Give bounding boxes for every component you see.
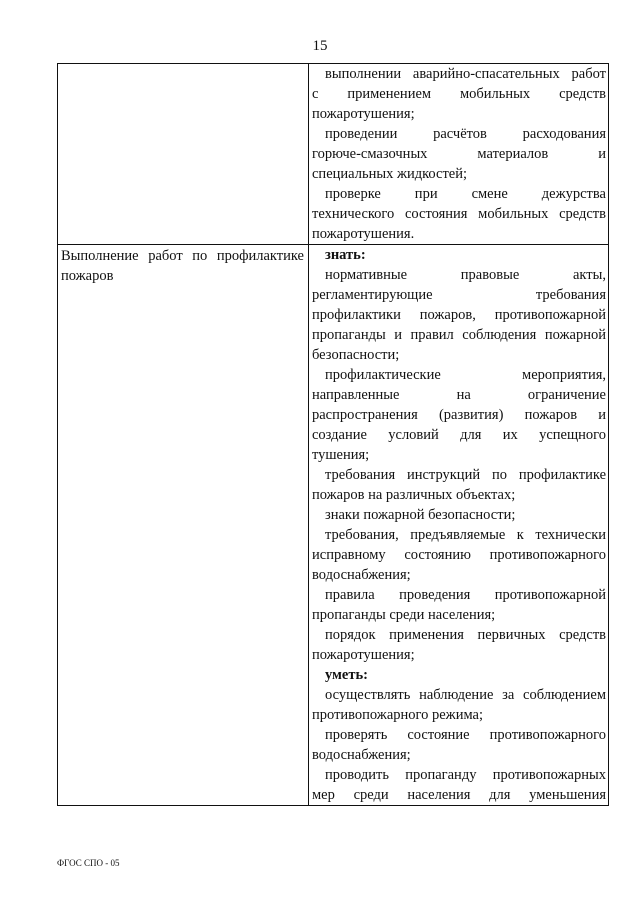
requirement-text-line: водоснабжения;: [312, 567, 411, 583]
requirement-text-line: с применением мобильных средств: [312, 86, 606, 102]
table-row: [58, 245, 609, 806]
requirement-item: [309, 685, 608, 725]
requirement-text-line: безопасности;: [312, 347, 400, 363]
requirement-text-line: правила проведения противопожарной: [325, 587, 606, 603]
requirement-text-line: создание условий для их успещного: [312, 427, 606, 443]
requirement-text-line: знать:: [325, 247, 366, 263]
activity-cell: [58, 64, 309, 245]
requirement-text-line: пропаганды и правил соблюдения пожарной: [312, 327, 606, 343]
section-heading: [309, 665, 608, 685]
requirement-item: [309, 625, 608, 665]
activity-text-line: пожаров: [61, 268, 114, 284]
requirement-text-line: нормативные правовые акты,: [325, 267, 606, 283]
competency-table: [57, 63, 609, 806]
requirement-item: [309, 64, 608, 124]
section-heading: [309, 245, 608, 265]
requirement-text-line: проверке при смене дежурства: [325, 186, 606, 202]
requirement-item: [309, 365, 608, 465]
requirement-text-line: проверять состояние противопожарного: [325, 727, 606, 743]
requirement-text-line: пожаротушения;: [312, 106, 415, 122]
requirement-text-line: пожаротушения.: [312, 226, 415, 242]
requirement-text-line: уметь:: [325, 667, 368, 683]
table-row: [58, 64, 609, 245]
requirement-text-line: проводить пропаганду противопожарных: [325, 767, 606, 783]
requirement-item: [309, 765, 608, 805]
requirement-text-line: пропаганды среди населения;: [312, 607, 496, 623]
requirement-text-line: тушения;: [312, 447, 370, 463]
requirement-item: [309, 725, 608, 765]
requirement-item: [309, 465, 608, 505]
requirement-item: [309, 585, 608, 625]
requirement-text-line: распространения (развития) пожаров и: [312, 407, 606, 423]
page-number: 15: [312, 38, 328, 54]
requirements-cell: [309, 64, 609, 245]
requirement-text-line: требования, предъявляемые к технически: [325, 527, 606, 543]
requirement-text-line: знаки пожарной безопасности;: [325, 507, 516, 523]
requirement-text-line: профилактики пожаров, противопожарной: [312, 307, 606, 323]
requirement-text-line: выполнении аварийно-спасательных работ: [325, 66, 606, 82]
requirement-text-line: направленные на ограничение: [312, 387, 606, 403]
requirement-item: [309, 265, 608, 365]
requirement-text-line: мер среди населения для уменьшения: [312, 787, 606, 803]
requirement-text-line: осуществлять наблюдение за соблюдением: [325, 687, 606, 703]
requirement-text-line: пожаров на различных объектах;: [312, 487, 516, 503]
requirement-text-line: проведении расчётов расходования: [325, 126, 606, 142]
footer-code: ФГОС СПО - 05: [57, 858, 120, 868]
requirement-text-line: требования инструкций по профилактике: [325, 467, 606, 483]
requirement-text-line: водоснабжения;: [312, 747, 411, 763]
requirement-text-line: пожаротушения;: [312, 647, 415, 663]
requirement-item: [309, 124, 608, 184]
requirement-text-line: технического состояния мобильных средств: [312, 206, 606, 222]
activity-text-line: Выполнение работ по профилактике: [61, 248, 304, 264]
requirement-text-line: исправному состоянию противопожарного: [312, 547, 606, 563]
activity-cell: [58, 245, 309, 806]
requirement-text-line: горюче-смазочных материалов и: [312, 146, 606, 162]
requirements-cell: [309, 245, 609, 806]
requirement-text-line: порядок применения первичных средств: [325, 627, 606, 643]
requirement-item: [309, 184, 608, 244]
requirement-text-line: противопожарного режима;: [312, 707, 483, 723]
requirement-text-line: регламентирующие требования: [312, 287, 606, 303]
requirement-item: [309, 505, 608, 525]
requirement-text-line: специальных жидкостей;: [312, 166, 468, 182]
requirement-text-line: профилактические мероприятия,: [325, 367, 606, 383]
requirement-item: [309, 525, 608, 585]
